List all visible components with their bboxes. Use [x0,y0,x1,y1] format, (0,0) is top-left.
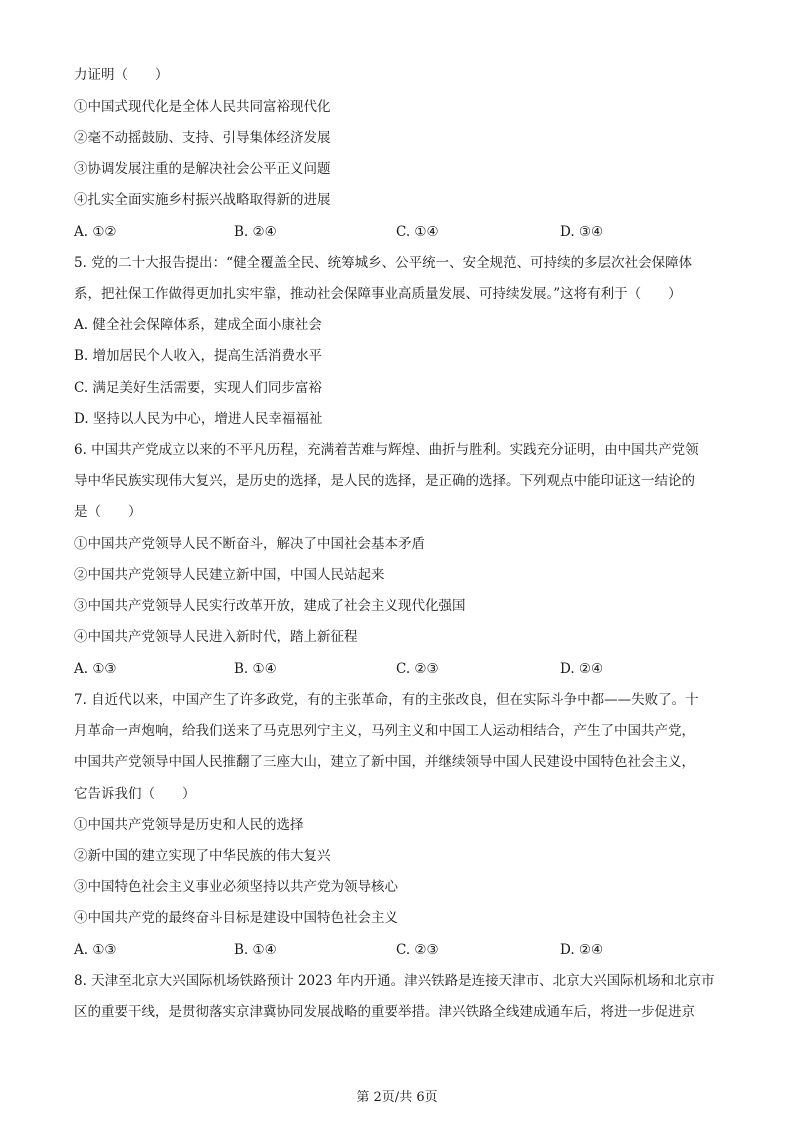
q7-stem-line-4: 它告诉我们（ ） [74,786,196,802]
page-number: 第 2页/共 6页 [356,1090,438,1105]
q4-stem-tail: 力证明（ ） [74,67,169,83]
q5-stem-line-1: 5. 党的二十大报告提出：“健全覆盖全民、统筹城乡、公平统一、安全规范、可持续的多层次社会保障体 [74,255,693,271]
q5-option-a: A. 健全社会保障体系，建成全面小康社会 [74,317,322,333]
q6-stem-line-2: 导中华民族实现伟大复兴，是历史的选择，是人民的选择，是正确的选择。下列观点中能印证这一结论的 [74,473,695,489]
q4-item-3: ③协调发展注重的是解决社会公平正义问题 [74,161,331,177]
q6-option-d: D. ②④ [560,661,604,677]
q4-option-a: A. ①② [74,224,117,240]
q4-item-4: ④扎实全面实施乡村振兴战略取得新的进展 [74,192,331,208]
q5-option-b: B. 增加居民个人收入，提高生活消费水平 [74,348,323,364]
q6-option-c: C. ②③ [396,661,439,677]
q6-option-a: A. ①③ [74,661,117,677]
q7-stem-line-3: 中国共产党领导中国人民推翻了三座大山，建立了新中国，并继续领导中国人民建设中国特色社会主义， [74,754,695,770]
q4-item-1: ①中国式现代化是全体人民共同富裕现代化 [74,99,331,115]
q5-option-c: C. 满足美好生活需要，实现人们同步富裕 [74,380,322,396]
q7-stem-line-2: 月革命一声炮响，给我们送来了马克思列宁主义，马列主义和中国工人运动相结合，产生了中国共产党， [74,723,695,739]
q7-option-a: A. ①③ [74,942,117,958]
q4-option-c: C. ①④ [396,224,439,240]
q7-item-1: ①中国共产党领导是历史和人民的选择 [74,817,304,833]
q7-item-3: ③中国特色社会主义事业必须坚持以共产党为领导核心 [74,879,398,895]
q6-item-2: ②中国共产党领导人民建立新中国，中国人民站起来 [74,567,385,583]
q7-stem-line-1: 7. 自近代以来，中国产生了许多政党，有的主张革命，有的主张改良，但在实际斗争中都——失败了。十 [74,692,699,708]
q6-stem-line-1: 6. 中国共产党成立以来的不平凡历程，充满着苦难与辉煌、曲折与胜利。实践充分证明，由中国共产党领 [74,442,699,458]
q6-item-1: ①中国共产党领导人民不断奋斗，解决了中国社会基本矛盾 [74,536,425,552]
q6-item-4: ④中国共产党领导人民进入新时代，踏上新征程 [74,629,358,645]
q8-stem-line-2: 区的重要干线，是贯彻落实京津冀协同发展战略的重要举措。津兴铁路全线建成通车后，将进一步促进京 [74,1004,695,1020]
q6-stem-line-3: 是（ ） [74,504,142,520]
q5-option-d: D. 坚持以人民为中心，增进人民幸福福祉 [74,411,323,427]
q5-stem-line-2: 系，把社保工作做得更加扎实牢靠，推动社会保障事业高质量发展、可持续发展。”这将有利于（ ） [74,286,682,302]
q7-item-2: ②新中国的建立实现了中华民族的伟大复兴 [74,848,331,864]
q4-option-b: B. ②④ [234,224,277,240]
q8-stem-line-1: 8. 天津至北京大兴国际机场铁路预计 2023 年内开通。津兴铁路是连接天津市、北京大兴国际机场和北京市 [74,973,715,989]
q7-item-4: ④中国共产党的最终奋斗目标是建设中国特色社会主义 [74,910,398,926]
q7-option-d: D. ②④ [560,942,604,958]
q7-option-c: C. ②③ [396,942,439,958]
q6-option-b: B. ①④ [234,661,277,677]
q4-option-d: D. ③④ [560,224,604,240]
q4-item-2: ②毫不动摇鼓励、支持、引导集体经济发展 [74,130,331,146]
q6-item-3: ③中国共产党领导人民实行改革开放，建成了社会主义现代化强国 [74,598,466,614]
q7-option-b: B. ①④ [234,942,277,958]
